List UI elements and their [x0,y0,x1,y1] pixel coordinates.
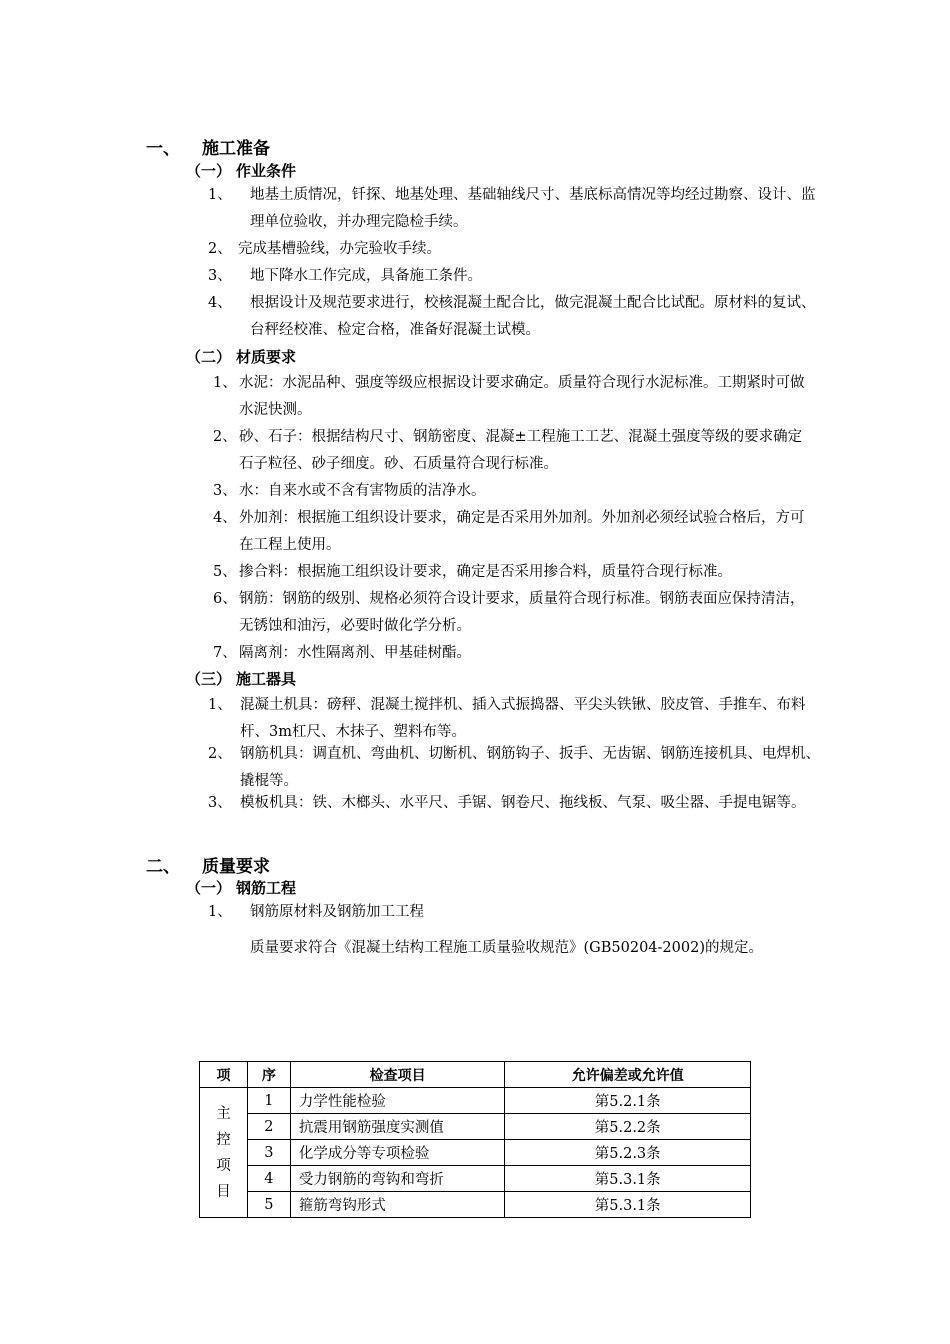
table-row [200,1114,751,1140]
list-item [213,559,813,586]
subsection-number: （一） [186,879,232,897]
item-text: 砂、石子：根据结构尺寸、钢筋密度、混凝±工程施工工艺、混凝土强度等级的要求确定石子粒径、砂子细度。砂、石质量符合现行标准。 [239,429,803,472]
item-number: 3、 [213,483,237,499]
subsection-heading [186,160,296,181]
section-number: 二、 [146,857,180,877]
section-heading [146,852,270,877]
item-number: 1、 [208,697,232,713]
item-number: 4、 [213,510,237,526]
subsection-title: 作业条件 [236,162,297,180]
item-number: 5、 [213,564,237,580]
section-title: 施工准备 [202,139,270,159]
table-header-row [200,1062,751,1088]
seq-cell: 5 [247,1192,290,1218]
item-cell: 箍筋弯钩形式 [290,1192,505,1218]
item-text: 隔离剂：水性隔离剂、甲基硅树酯。 [239,645,471,661]
group-label-char: 目 [216,1183,231,1200]
item-number: 1、 [208,904,232,920]
item-text: 模板机具：铁、木榔头、水平尺、手锯、钢卷尺、拖线板、气泵、吸尘器、手提电锯等。 [240,795,806,811]
group-label-char: 主 [216,1105,231,1122]
item-text: 外加剂：根据施工组织设计要求，确定是否采用外加剂。外加剂必须经试验合格后，方可在工程上使用。 [239,510,805,553]
value-cell: 第5.2.3条 [505,1140,751,1166]
item-text: 掺合料：根据施工组织设计要求，确定是否采用掺合料，质量符合现行标准。 [239,564,732,580]
item-cell: 抗震用钢筋强度实测值 [290,1114,505,1140]
list-item [208,899,808,926]
seq-cell: 2 [247,1114,290,1140]
item-text: 钢筋：钢筋的级别、规格必须符合设计要求，质量符合现行标准。钢筋表面应保持清洁，无锈蚀和油污，必要时做化学分析。 [239,591,805,634]
header-cell: 项 [200,1062,248,1088]
table-row [200,1140,751,1166]
list-item [208,236,828,263]
subsection-heading [186,346,296,367]
table-row [200,1166,751,1192]
table-row [200,1192,751,1218]
inspection-table [199,1061,751,1218]
item-text: 钢筋原材料及钢筋加工工程 [250,904,424,920]
list-item [213,586,813,640]
seq-cell: 3 [247,1140,290,1166]
item-number: 3、 [208,795,232,811]
subsection-number: （三） [186,670,232,688]
subsection-title: 材质要求 [236,348,297,366]
item-text: 地基土质情况，钎探、地基处理、基础轴线尺寸、基底标高情况等均经过勘察、设计、监理单位验收，并办理完隐检手续。 [250,187,816,230]
item-number: 2、 [213,429,237,445]
value-cell: 第5.2.2条 [505,1114,751,1140]
item-number: 3、 [208,268,232,284]
section-title: 质量要求 [202,857,270,877]
section-number: 一、 [146,139,180,159]
item-text: 钢筋机具：调直机、弯曲机、切断机、钢筋钩子、扳手、无齿锯、钢筋连接机具、电焊机、撬棍等。 [240,746,820,789]
subsection-title: 钢筋工程 [236,879,297,897]
value-cell: 第5.2.1条 [505,1088,751,1114]
item-number: 2、 [208,746,232,762]
group-label-cell [200,1088,248,1218]
group-label-char: 控 [216,1131,231,1148]
value-cell: 第5.3.1条 [505,1192,751,1218]
item-text: 根据设计及规范要求进行，校核混凝土配合比，做完混凝土配合比试配。原材料的复试、台秤经校准、检定合格，准备好混凝土试模。 [250,295,816,338]
section-heading [146,134,270,159]
list-item [213,424,813,478]
subsection-number: （一） [186,162,232,180]
table-row [200,1088,751,1114]
list-item [213,370,813,424]
item-number: 1、 [213,375,237,391]
header-cell: 序 [247,1062,290,1088]
item-number: 6、 [213,591,237,607]
list-item [208,741,823,795]
standard-note: 质量要求符合《混凝土结构工程施工质量验收规范》(GB50204-2002)的规定。 [250,940,763,956]
item-text: 完成基槽验线，办完验收手续。 [238,241,441,257]
subsection-number: （二） [186,348,232,366]
list-item [213,640,813,667]
value-cell: 第5.3.1条 [505,1166,751,1192]
group-label-char: 项 [216,1157,231,1174]
list-item [213,478,813,505]
item-text: 混凝土机具：磅秤、混凝土搅拌机、插入式振捣器、平尖头铁锹、胶皮管、手推车、布料杆、3m杠尺、木抹子、塑料布等。 [240,697,806,740]
seq-cell: 1 [247,1088,290,1114]
list-item [208,263,828,290]
item-cell: 化学成分等专项检验 [290,1140,505,1166]
subsection-heading [186,668,296,689]
list-item [213,505,813,559]
item-text: 地下降水工作完成，具备施工条件。 [250,268,482,284]
header-cell: 允许偏差或允许值 [505,1062,751,1088]
header-cell: 检查项目 [290,1062,505,1088]
list-item [208,790,823,844]
list-item [208,182,828,236]
seq-cell: 4 [247,1166,290,1192]
item-cell: 力学性能检验 [290,1088,505,1114]
subsection-title: 施工器具 [236,670,297,688]
subsection-heading [186,877,296,898]
item-text: 水：自来水或不含有害物质的洁净水。 [239,483,486,499]
item-number: 1、 [208,187,232,203]
item-number: 7、 [213,645,237,661]
item-cell: 受力钢筋的弯钩和弯折 [290,1166,505,1192]
list-item [208,692,823,746]
item-text: 水泥：水泥品种、强度等级应根据设计要求确定。质量符合现行水泥标准。工期紧时可做水泥快测。 [239,375,805,418]
list-item [208,290,828,344]
item-number: 2、 [208,241,232,257]
item-number: 4、 [208,295,232,311]
